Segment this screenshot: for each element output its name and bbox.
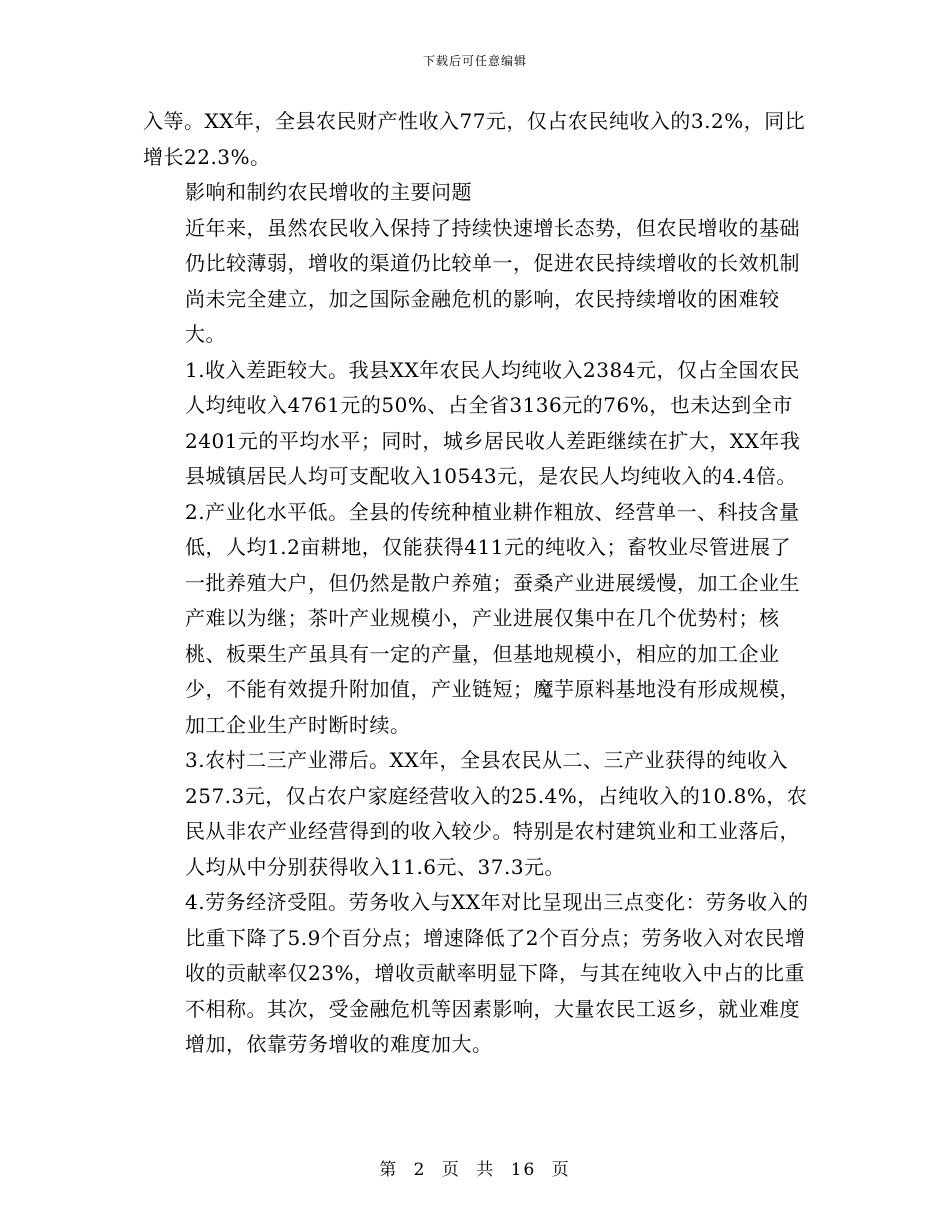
page-number-footer: 第 2 页 共 16 页	[379, 1160, 571, 1180]
paragraph-intro: 近年来，虽然农民收入保持了持续快速增长态势，但农民增收的基础仍比较薄弱，增收的渠道仍比较单一，促进农民持续增收的长效机制尚未完全建立，加之国际金融危机的影响，农民持续增收的困难较大。	[185, 215, 800, 346]
paragraph-secondary-tertiary: 3.农村二三产业滞后。XX年，全县农民从二、三产业获得的纯收入257.3元，仅占农户家庭经营收入的25.4%，占纯收入的10.8%，农民从非农产业经营得到的收入较少。特别是农村建筑业和工业落后，人均从中分别获得收入11.6元、37.3元。	[185, 748, 808, 879]
paragraph-continuation: 入等。XX年，全县农民财产性收入77元，仅占农民纯收入的3.2%，同比增长22.3%。	[143, 109, 806, 169]
section-heading: 影响和制约农民增收的主要问题	[185, 180, 472, 204]
paragraph-income-gap: 1.收入差距较大。我县XX年农民人均纯收入2384元，仅占全国农民人均纯收入4761元的50%、占全省3136元的76%，也未达到全市2401元的平均水平；同时，城乡居民收人差距继续在扩大，XX年我县城镇居民人均可支配收入10543元，是农民人均纯收入的4.4倍。	[185, 357, 801, 488]
paragraph-industrialization: 2.产业化水平低。全县的传统种植业耕作粗放、经营单一、科技含量低，人均1.2亩耕地，仅能获得411元的纯收入；畜牧业尽管进展了一批养殖大户，但仍然是散户养殖；蚕桑产业进展缓慢，加工企业生产难以为继；茶叶产业规模小，产业进展仅集中在几个优势村；核桃、板栗生产虽具有一定的产量，但基地规模小，相应的加工企业少，不能有效提升附加值，产业链短；魔芋原料基地没有形成规模，加工企业生产时断时续。	[185, 499, 800, 737]
document-body	[143, 104, 811, 1063]
page-header-note: 下载后可任意编辑	[422, 54, 527, 68]
paragraph-labor-economy: 4.劳务经济受阻。劳务收入与XX年对比呈现出三点变化：劳务收入的比重下降了5.9个百分点；增速降低了2个百分点；劳务收入对农民增收的贡献率仅23%，增收贡献率明显下降，与其在纯收入中占的比重不相称。其次，受金融危机等因素影响，大量农民工返乡，就业难度增加，依靠劳务增收的难度加大。	[185, 890, 809, 1056]
